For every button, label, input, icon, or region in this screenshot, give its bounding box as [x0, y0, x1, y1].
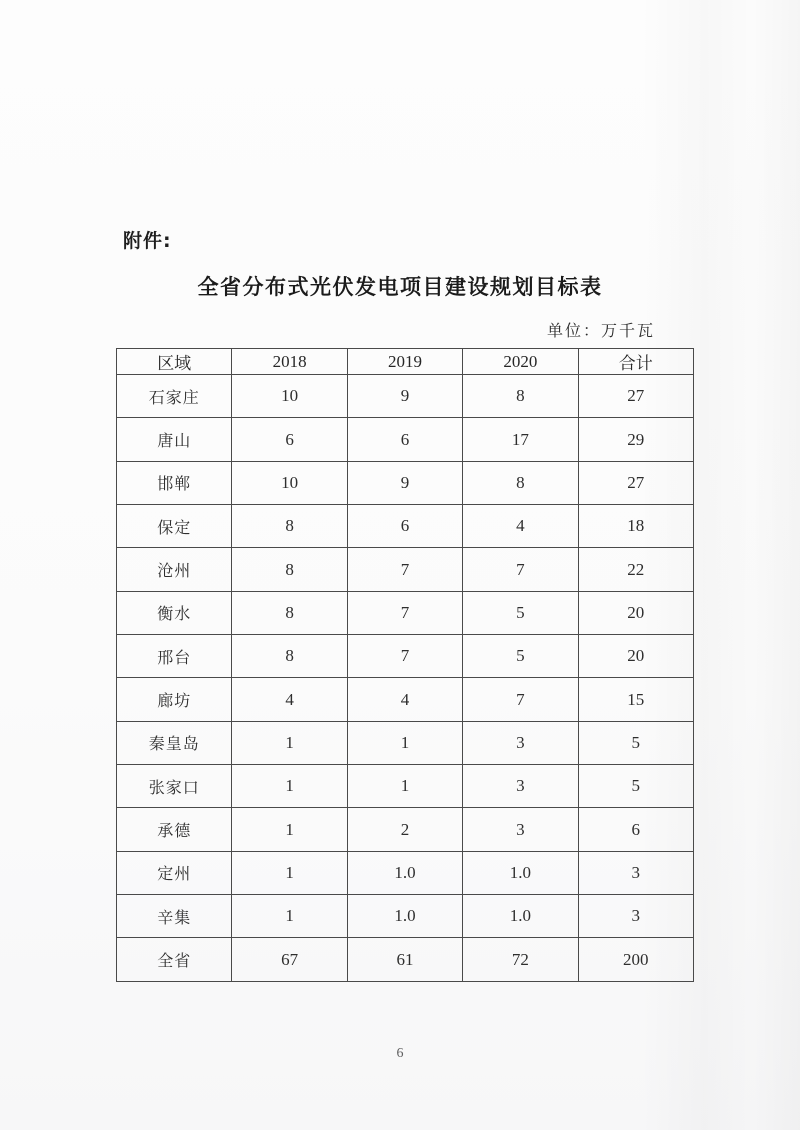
value-cell: 1: [232, 895, 347, 938]
value-cell: 5: [578, 765, 693, 808]
region-cell: 石家庄: [117, 375, 232, 418]
unit-note: 单位：万千瓦: [546, 321, 655, 340]
value-cell: 18: [578, 505, 693, 548]
value-cell: 27: [578, 461, 693, 504]
value-cell: 67: [232, 938, 347, 982]
region-cell: 邯郸: [117, 461, 232, 504]
value-cell: 9: [347, 375, 462, 418]
value-cell: 3: [463, 808, 578, 851]
value-cell: 27: [578, 375, 693, 418]
column-header-2020: 2020: [463, 349, 578, 375]
value-cell: 7: [463, 678, 578, 721]
page-title: 全省分布式光伏发电项目建设规划目标表: [197, 275, 603, 299]
value-cell: 9: [347, 461, 462, 504]
table-row: [117, 591, 694, 634]
value-cell: 2: [347, 808, 462, 851]
value-cell: 3: [578, 851, 693, 894]
column-header-region: 区域: [117, 349, 232, 375]
value-cell: 6: [578, 808, 693, 851]
region-cell: 承德: [117, 808, 232, 851]
value-cell: 8: [232, 635, 347, 678]
table-row: [117, 808, 694, 851]
table-row: [117, 635, 694, 678]
table-row: [117, 678, 694, 721]
region-cell: 廊坊: [117, 678, 232, 721]
value-cell: 8: [232, 591, 347, 634]
value-cell: 7: [347, 591, 462, 634]
value-cell: 22: [578, 548, 693, 591]
value-cell: 4: [232, 678, 347, 721]
targets-table: [116, 348, 694, 982]
region-cell: 保定: [117, 505, 232, 548]
value-cell: 1.0: [463, 851, 578, 894]
table-header-row: [117, 349, 694, 375]
value-cell: 72: [463, 938, 578, 982]
value-cell: 15: [578, 678, 693, 721]
table-row: [117, 461, 694, 504]
value-cell: 4: [347, 678, 462, 721]
region-cell: 衡水: [117, 591, 232, 634]
value-cell: 1.0: [347, 851, 462, 894]
value-cell: 3: [463, 721, 578, 764]
value-cell: 7: [347, 548, 462, 591]
table-row: [117, 418, 694, 461]
targets-table-body: [117, 375, 694, 982]
value-cell: 1: [232, 721, 347, 764]
value-cell: 3: [463, 765, 578, 808]
value-cell: 3: [578, 895, 693, 938]
table-row: [117, 721, 694, 764]
region-cell: 邢台: [117, 635, 232, 678]
table-row: [117, 938, 694, 982]
table-row: [117, 375, 694, 418]
value-cell: 10: [232, 461, 347, 504]
column-header-total: 合计: [578, 349, 693, 375]
table-row: [117, 895, 694, 938]
value-cell: 61: [347, 938, 462, 982]
value-cell: 8: [232, 505, 347, 548]
value-cell: 10: [232, 375, 347, 418]
value-cell: 20: [578, 591, 693, 634]
value-cell: 1.0: [463, 895, 578, 938]
table-row: [117, 851, 694, 894]
table-row: [117, 548, 694, 591]
table-row: [117, 765, 694, 808]
value-cell: 1: [232, 851, 347, 894]
page-number: 6: [396, 1046, 404, 1061]
value-cell: 5: [578, 721, 693, 764]
attachment-label: 附件:: [123, 230, 172, 252]
value-cell: 1: [232, 765, 347, 808]
region-cell: 全省: [117, 938, 232, 982]
value-cell: 8: [232, 548, 347, 591]
value-cell: 29: [578, 418, 693, 461]
value-cell: 5: [463, 591, 578, 634]
value-cell: 6: [347, 418, 462, 461]
value-cell: 1: [232, 808, 347, 851]
region-cell: 辛集: [117, 895, 232, 938]
value-cell: 1: [347, 765, 462, 808]
region-cell: 张家口: [117, 765, 232, 808]
value-cell: 8: [463, 375, 578, 418]
region-cell: 沧州: [117, 548, 232, 591]
value-cell: 7: [463, 548, 578, 591]
value-cell: 17: [463, 418, 578, 461]
value-cell: 4: [463, 505, 578, 548]
region-cell: 唐山: [117, 418, 232, 461]
value-cell: 200: [578, 938, 693, 982]
value-cell: 5: [463, 635, 578, 678]
column-header-2018: 2018: [232, 349, 347, 375]
value-cell: 20: [578, 635, 693, 678]
value-cell: 1.0: [347, 895, 462, 938]
table-row: [117, 505, 694, 548]
value-cell: 6: [232, 418, 347, 461]
column-header-2019: 2019: [347, 349, 462, 375]
value-cell: 6: [347, 505, 462, 548]
value-cell: 7: [347, 635, 462, 678]
value-cell: 1: [347, 721, 462, 764]
region-cell: 秦皇岛: [117, 721, 232, 764]
value-cell: 8: [463, 461, 578, 504]
region-cell: 定州: [117, 851, 232, 894]
